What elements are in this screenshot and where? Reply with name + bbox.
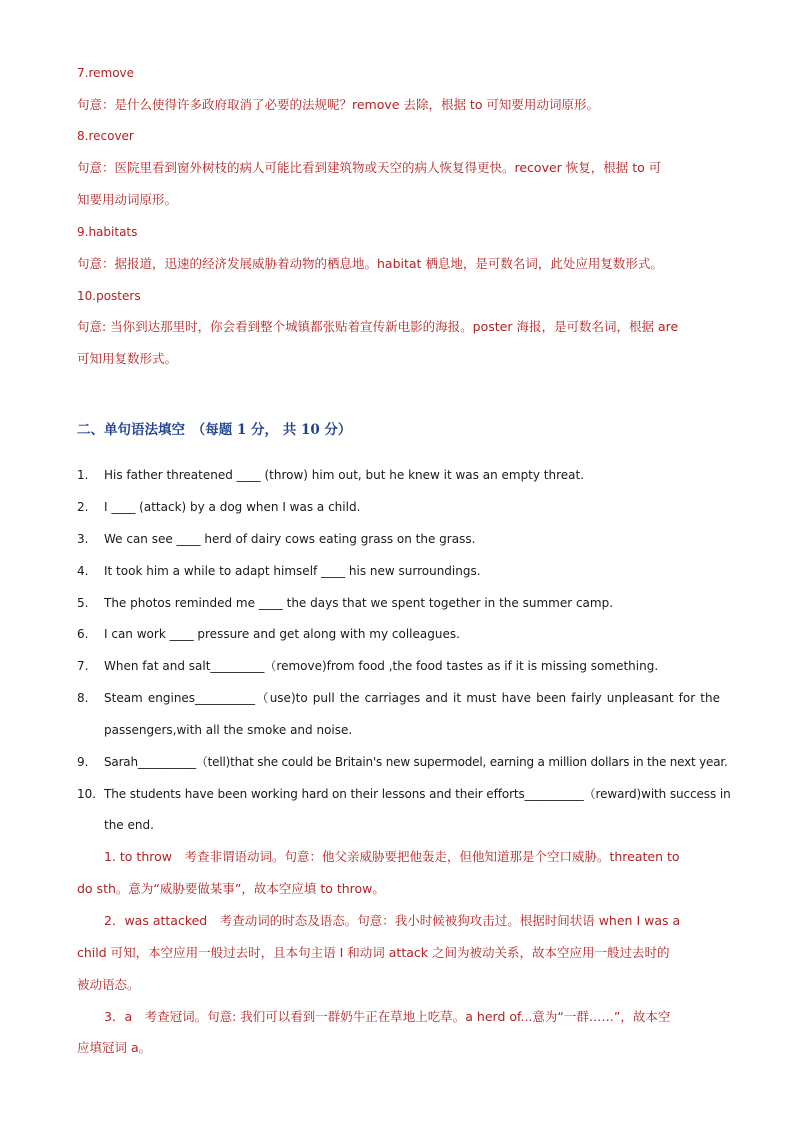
question-text: The photos reminded me ____ the days that we spent together in the summer camp. xyxy=(104,596,614,610)
question-number: 6. xyxy=(77,627,89,641)
answer-explanation: 应填冠词 a。 xyxy=(77,1040,152,1055)
question-text-continued: passengers,with all the smoke and noise. xyxy=(104,723,353,737)
answer-explanation: child 可知，本空应用一般过去时，且本句主语 I 和动词 attack 之间为被动关系，故本空应用一般过去时的 xyxy=(77,945,670,960)
question-number: 9. xyxy=(77,755,89,769)
question-number: 4. xyxy=(77,564,89,578)
question-number: 2. xyxy=(77,500,89,514)
question-text-continued: the end. xyxy=(104,818,154,832)
answer-7-label: 7.remove xyxy=(77,66,135,80)
question-text: I can work ____ pressure and get along with my colleagues. xyxy=(104,627,460,641)
question-number: 7. xyxy=(77,659,89,673)
question-number: 5. xyxy=(77,596,89,610)
question-text: His father threatened ____ (throw) him out, but he knew it was an empty threat. xyxy=(104,468,585,482)
question-text: I ____ (attack) by a dog when I was a child. xyxy=(104,500,361,514)
question-number: 10. xyxy=(77,787,97,801)
question-text: Steam engines__________（use)to pull the carriages and it must have been fairly unpleasant for the xyxy=(104,691,720,705)
answer-10-label: 10.posters xyxy=(77,289,141,303)
answer-explanation: 1. to throw 考查非谓语动词。句意：他父亲威胁要把他轰走，但他知道那是个空口威胁。threaten to xyxy=(104,849,680,864)
answer-8-explanation-line2: 知要用动词原形。 xyxy=(77,192,178,207)
answer-9-label: 9.habitats xyxy=(77,225,138,239)
answer-8-explanation-line1: 句意：医院里看到窗外树枝的病人可能比看到建筑物或天空的病人恢复得更快。recover 恢复，根据 to 可 xyxy=(77,160,662,175)
answer-8-label: 8.recover xyxy=(77,129,134,143)
section-title: 二、单句语法填空 （每题 1 分， 共 10 分） xyxy=(77,422,352,438)
answer-explanation: do sth。意为“威胁要做某事”，故本空应填 to throw。 xyxy=(77,881,385,896)
answer-10-explanation-line2: 可知用复数形式。 xyxy=(77,351,178,366)
question-text: Sarah__________（tell)that she could be Britain's new supermodel, earning a million dollars in the next year. xyxy=(104,755,728,769)
question-text: When fat and salt_________（remove)from food ,the food tastes as if it is missing something. xyxy=(104,659,659,673)
question-number: 1. xyxy=(77,468,89,482)
question-number: 3. xyxy=(77,532,89,546)
answer-9-explanation: 句意：据报道，迅速的经济发展威胁着动物的栖息地。habitat 栖息地，是可数名词，此处应用复数形式。 xyxy=(77,256,663,271)
answer-explanation: 3．a 考查冠词。句意: 我们可以看到一群奶牛正在草地上吃草。a herd of...意为“一群……”，故本空 xyxy=(104,1009,671,1024)
question-text: The students have been working hard on their lessons and their efforts__________（reward)with success in xyxy=(104,787,731,801)
answer-10-explanation-line1: 句意: 当你到达那里时，你会看到整个城镇都张贴着宣传新电影的海报。poster 海报，是可数名词，根据 are xyxy=(77,319,679,334)
answer-explanation: 被动语态。 xyxy=(77,977,140,992)
answer-explanation: 2．was attacked 考查动词的时态及语态。句意：我小时候被狗攻击过。根据时间状语 when I was a xyxy=(104,913,681,928)
question-number: 8. xyxy=(77,691,89,705)
question-text: It took him a while to adapt himself ____ his new surroundings. xyxy=(104,564,481,578)
answer-7-explanation: 句意：是什么使得许多政府取消了必要的法规呢？remove 去除，根据 to 可知要用动词原形。 xyxy=(77,97,599,112)
question-text: We can see ____ herd of dairy cows eating grass on the grass. xyxy=(104,532,476,546)
